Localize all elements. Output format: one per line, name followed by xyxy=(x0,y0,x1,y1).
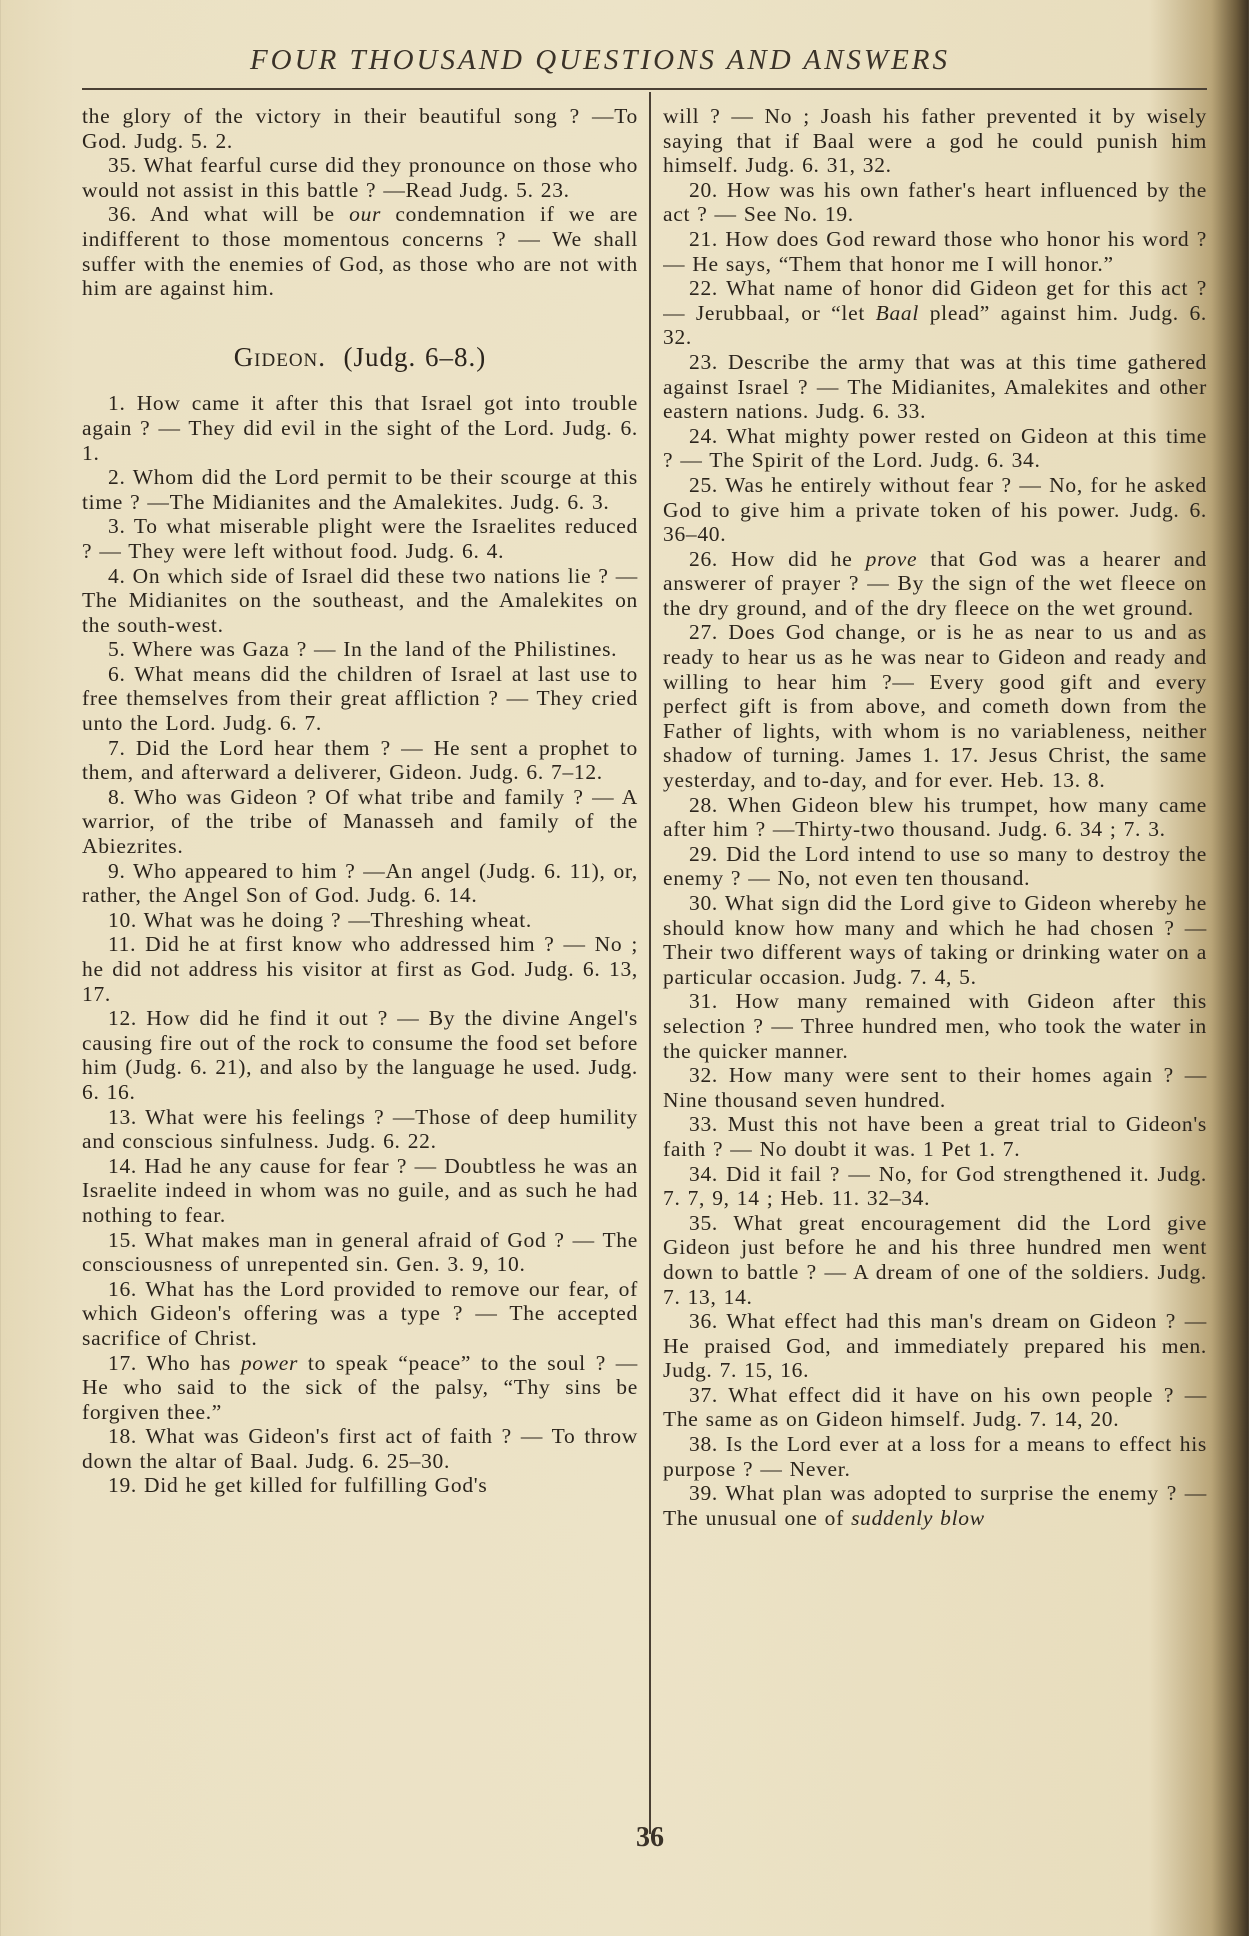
paragraph-text: 27. Does God change, or is he as near to us and as ready to hear us as he was near to Gideon and ready and willing to hear him ?— Every good gift and every perfect gift is from above, and cometh down from the Father of lights, with whom is no variableness, neither shadow of turning. James 1. 17. Jesus Christ, the same yesterday, and to-day, and for ever. Heb. 13. 8. xyxy=(663,620,1207,793)
question-answer-paragraph xyxy=(82,391,638,465)
question-answer-paragraph xyxy=(82,1006,638,1104)
question-answer-paragraph xyxy=(82,908,638,933)
question-answer-paragraph xyxy=(663,227,1207,276)
paragraph-text: 39. What plan was adopted to surprise the enemy ? — The unusual one of xyxy=(663,1481,1207,1530)
paragraph-text: 11. Did he at first know who addressed him ? — No ; he did not address his visitor at first as God. Judg. 6. 13, 17. xyxy=(82,932,638,1006)
question-answer-paragraph xyxy=(82,637,638,662)
paragraph-text: 6. What means did the children of Israel at last use to free themselves from their great affliction ? — They cried unto the Lord. Judg. 6. 7. xyxy=(82,661,638,736)
question-answer-paragraph xyxy=(82,564,638,638)
column-divider xyxy=(649,92,651,1834)
paragraph-text: 35. What fearful curse did they pronounce on those who would not assist in this battle ? —Read Judg. 5. 23. xyxy=(82,153,638,202)
paragraph-text: 30. What sign did the Lord give to Gideon whereby he should know how many and which he had chosen ? — Their two different ways of taking or drinking water on a particular occasion. Judg. 7. 4, 5. xyxy=(663,891,1207,989)
question-answer-paragraph xyxy=(663,276,1207,350)
paragraph-text: 15. What makes man in general afraid of God ? — The consciousness of unrepented sin. Gen. 3. 9, 10. xyxy=(82,1227,638,1277)
paragraph-text: 17. Who has xyxy=(108,1350,241,1375)
left-paragraphs-before xyxy=(82,104,638,301)
question-answer-paragraph xyxy=(663,989,1207,1063)
question-answer-paragraph xyxy=(82,859,638,908)
paragraph-text: 36. What effect had this man's dream on Gideon ? — He praised God, and immediately prepared his men. Judg. 7. 15, 16. xyxy=(663,1309,1207,1383)
question-answer-paragraph xyxy=(82,1351,638,1425)
question-answer-paragraph xyxy=(663,793,1207,842)
paragraph-text: 13. What were his feelings ? —Those of deep humility and conscious sinfulness. Judg. 6. 22. xyxy=(82,1104,638,1154)
left-column xyxy=(82,104,638,1824)
question-answer-paragraph xyxy=(663,891,1207,989)
question-answer-paragraph xyxy=(663,178,1207,227)
paragraph-text: 9. Who appeared to him ? —An angel (Judg. 6. 11), or, rather, the Angel Son of God. Judg. 6. 14. xyxy=(82,858,638,908)
paragraph-text: 5. Where was Gaza ? — In the land of the Philistines. xyxy=(108,637,618,662)
section-heading-reference: (Judg. 6–8.) xyxy=(343,341,487,372)
italic-text: our xyxy=(349,202,382,227)
continued-paragraph xyxy=(82,104,638,153)
question-answer-paragraph xyxy=(82,153,638,202)
question-answer-paragraph xyxy=(82,1473,638,1498)
paragraph-text: plead” against him. Judg. 6. 32. xyxy=(663,300,1207,350)
paragraph-text: 23. Describe the army that was at this time gathered against Israel ? — The Midianites, Amalekites and other eastern nations. Judg. 6. 33. xyxy=(663,349,1207,424)
left-paragraphs-after xyxy=(82,391,638,1498)
question-answer-paragraph xyxy=(663,547,1207,621)
question-answer-paragraph xyxy=(82,514,638,563)
paragraph-text: 14. Had he any cause for fear ? — Doubtless he was an Israelite indeed in whom was no guile, and as such he had nothing to fear. xyxy=(82,1153,638,1227)
question-answer-paragraph xyxy=(82,1424,638,1473)
question-answer-paragraph xyxy=(663,842,1207,891)
question-answer-paragraph xyxy=(82,1228,638,1277)
question-answer-paragraph xyxy=(663,1211,1207,1309)
paragraph-text: 18. What was Gideon's first act of faith ? — To throw down the altar of Baal. Judg. 6. 25–30. xyxy=(82,1424,638,1473)
paragraph-text: 22. What name of honor did Gideon get for this act ? — Jerubbaal, or “let xyxy=(663,276,1207,325)
section-heading xyxy=(82,341,638,372)
paragraph-text: 31. How many remained with Gideon after this selection ? — Three hundred men, who took the water in the quicker manner. xyxy=(663,989,1207,1063)
paragraph-text: 1. How came it after this that Israel got into trouble again ? — They did evil in the sight of the Lord. Judg. 6. 1. xyxy=(82,391,638,465)
running-header: FOUR THOUSAND QUESTIONS AND ANSWERS xyxy=(249,44,951,76)
question-answer-paragraph xyxy=(82,202,638,300)
paragraph-text: 28. When Gideon blew his trumpet, how many came after him ? —Thirty-two thousand. Judg. 6. 34 ; 7. 3. xyxy=(663,792,1207,842)
italic-text: power xyxy=(240,1350,299,1375)
question-answer-paragraph xyxy=(663,473,1207,547)
paragraph-text: 20. How was his own father's heart influenced by the act ? — See No. 19. xyxy=(663,177,1207,227)
paragraph-text: 25. Was he entirely without fear ? — No, for he asked God to give him a private token of his power. Judg. 6. 36–40. xyxy=(663,472,1207,547)
question-answer-paragraph xyxy=(663,1383,1207,1432)
paragraph-text: to speak “peace” to the soul ? — He who said to the sick of the palsy, “Thy sins be forgiven thee.” xyxy=(82,1350,638,1424)
question-answer-paragraph xyxy=(82,662,638,736)
paragraph-text: 12. How did he find it out ? — By the divine Angel's causing fire out of the rock to consume the food set before him (Judg. 6. 21), and also by the language he used. Judg. 6. 16. xyxy=(82,1006,638,1104)
question-answer-paragraph xyxy=(82,465,638,514)
question-answer-paragraph xyxy=(663,350,1207,424)
paragraph-text: 37. What effect did it have on his own people ? — The same as on Gideon himself. Judg. 7. 14, 20. xyxy=(663,1382,1207,1432)
paragraph-text: 29. Did the Lord intend to use so many to destroy the enemy ? — No, not even ten thousand. xyxy=(663,841,1207,891)
paragraph-text: 32. How many were sent to their homes again ? — Nine thousand seven hundred. xyxy=(663,1063,1207,1112)
right-column xyxy=(663,104,1207,1824)
paragraph-text: 21. How does God reward those who honor his word ? — He says, “Them that honor me I will honor.” xyxy=(663,226,1207,276)
paragraph-text: 4. On which side of Israel did these two nations lie ? — The Midianites on the southeast, and the Amalekites on the south-west. xyxy=(82,563,638,637)
paragraph-text: 8. Who was Gideon ? Of what tribe and family ? — A warrior, of the tribe of Manasseh and family of the Abiezrites. xyxy=(82,784,638,859)
paragraph-text: 24. What mighty power rested on Gideon at this time ? — The Spirit of the Lord. Judg. 6. 34. xyxy=(663,423,1207,473)
italic-text: prove xyxy=(865,546,918,571)
paragraph-text: 19. Did he get killed for fulfilling God's xyxy=(108,1473,488,1498)
paragraph-text: will ? — No ; Joash his father prevented it by wisely saying that if Baal were a god he could punish him himself. Judg. 6. 31, 32. xyxy=(663,104,1207,178)
paragraph-text: 33. Must this not have been a great trial to Gideon's faith ? — No doubt it was. 1 Pet 1. 7. xyxy=(663,1112,1207,1161)
paragraph-text: 26. How did he xyxy=(689,546,866,571)
paragraph-text: condemnation if we are indifferent to those momentous concerns ? — We shall suffer with the enemies of God, as those who are not with him are against him. xyxy=(82,202,638,301)
question-answer-paragraph xyxy=(663,1112,1207,1161)
question-answer-paragraph xyxy=(82,1105,638,1154)
question-answer-paragraph xyxy=(663,424,1207,473)
question-answer-paragraph xyxy=(82,1277,638,1351)
italic-text: Baal xyxy=(875,300,920,325)
page-number: 36 xyxy=(636,1822,664,1853)
question-answer-paragraph xyxy=(82,785,638,859)
paragraph-text: that God was a hearer and answerer of prayer ? — By the sign of the wet fleece on the dry ground, and of the dry fleece on the wet ground. xyxy=(663,546,1207,620)
paragraph-text: 10. What was he doing ? —Threshing wheat. xyxy=(108,907,533,932)
paragraph-text: 3. To what miserable plight were the Israelites reduced ? — They were left without food. Judg. 6. 4. xyxy=(82,514,638,563)
header-rule xyxy=(82,88,1207,90)
question-answer-paragraph xyxy=(82,736,638,785)
paragraph-text: 16. What has the Lord provided to remove our fear, of which Gideon's offering was a type ? — The accepted sacrifice of Christ. xyxy=(82,1276,638,1350)
paragraph-text: 35. What great encouragement did the Lord give Gideon just before he and his three hundred men went down to battle ? — A dream of one of the soldiers. Judg. 7. 13, 14. xyxy=(663,1210,1207,1309)
question-answer-paragraph xyxy=(663,1432,1207,1481)
question-answer-paragraph xyxy=(663,1162,1207,1211)
section-heading-name: Gideon. xyxy=(233,341,327,372)
paragraph-text: 2. Whom did the Lord permit to be their scourge at this time ? —The Midianites and the Amalekites. Judg. 6. 3. xyxy=(82,465,638,514)
paragraph-text: the glory of the victory in their beautiful song ? —To God. Judg. 5. 2. xyxy=(82,104,638,153)
question-answer-paragraph xyxy=(663,620,1207,792)
question-answer-paragraph xyxy=(82,932,638,1006)
continued-paragraph xyxy=(663,104,1207,178)
question-answer-paragraph xyxy=(663,1309,1207,1383)
question-answer-paragraph xyxy=(663,1481,1207,1530)
paragraph-text: 7. Did the Lord hear them ? — He sent a prophet to them, and afterward a deliverer, Gideon. Judg. 6. 7–12. xyxy=(82,735,638,785)
question-answer-paragraph xyxy=(663,1063,1207,1112)
right-paragraphs xyxy=(663,104,1207,1530)
paragraph-text: 38. Is the Lord ever at a loss for a means to effect his purpose ? — Never. xyxy=(663,1432,1207,1481)
question-answer-paragraph xyxy=(82,1154,638,1228)
paragraph-text: 36. And what will be xyxy=(108,202,350,227)
paragraph-text: 34. Did it fail ? — No, for God strengthened it. Judg. 7. 7, 9, 14 ; Heb. 11. 32–34. xyxy=(663,1161,1207,1211)
italic-text: suddenly blow xyxy=(851,1505,985,1530)
